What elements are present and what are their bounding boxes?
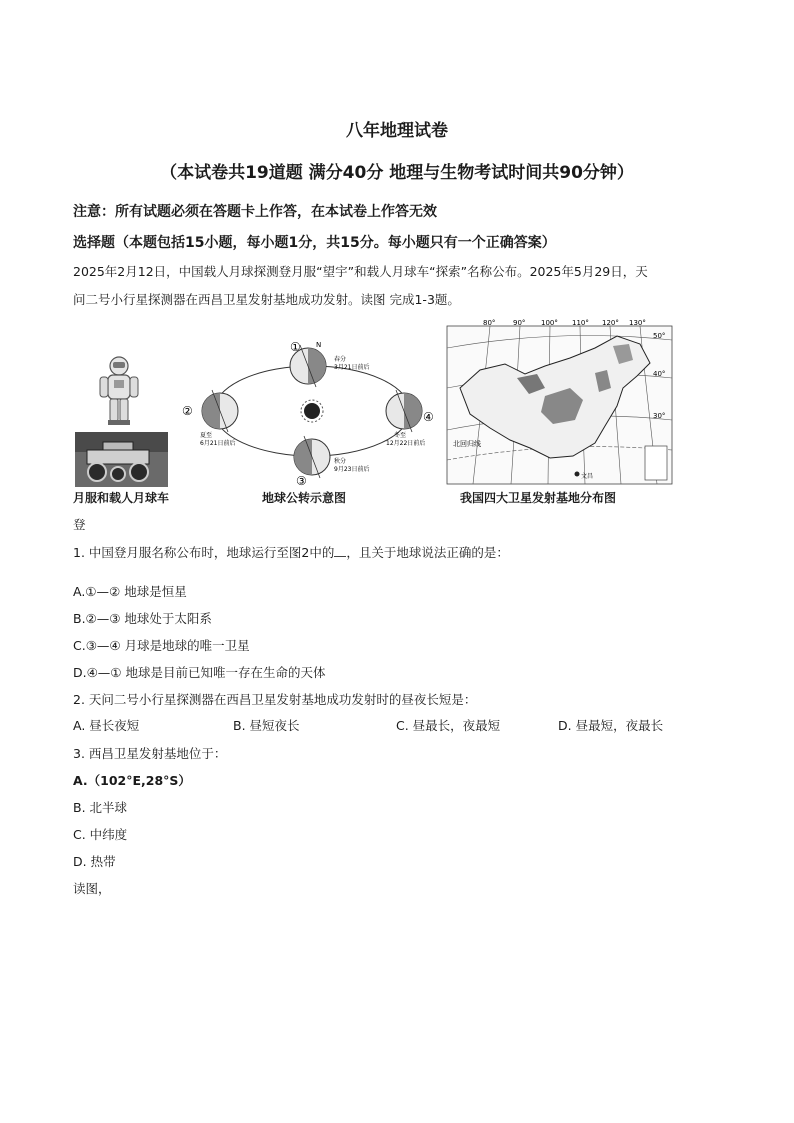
question-2-option-a[interactable]: A. 昼长夜短	[73, 718, 140, 733]
autumn-label: 秋分	[334, 458, 347, 465]
question-2-stem: 2. 天问二号小行星探测器在西昌卫星发射基地成功发射时的昼夜长短是：	[73, 692, 477, 707]
question-3-option-a[interactable]: A.（102°E,28°S）	[73, 773, 191, 788]
lat-label-40: 40°	[653, 370, 666, 378]
question-1-option-b[interactable]: B.②—③ 地球处于太阳系	[73, 611, 212, 626]
question-1-option-c[interactable]: C.③—④ 月球是地球的唯一卫星	[73, 638, 250, 653]
lat-label-30: 30°	[653, 412, 666, 420]
earth-summer-icon	[202, 390, 238, 432]
figure-launch-base-map	[445, 318, 675, 488]
lon-label-100: 100°	[541, 319, 558, 327]
figure2-caption: 地球公转示意图	[262, 491, 347, 505]
lon-label-130: 130°	[629, 319, 646, 327]
exam-subtitle: （本试卷共19道题 满分40分 地理与生物考试时间共90分钟）	[160, 163, 634, 183]
section-heading: 选择题（本题包括15小题，每小题1分，共15分。每小题只有一个正确答案）	[73, 235, 556, 251]
figure-earth-revolution	[180, 333, 440, 488]
lat-label-50: 50°	[653, 332, 666, 340]
wenchang-label: 文昌	[581, 473, 594, 480]
spring-date: 3月21日前后	[334, 364, 370, 371]
question-1-stem	[73, 543, 509, 561]
winter-label: 冬至	[394, 432, 407, 439]
figure1-caption-tail: 登	[73, 517, 86, 532]
question-1-option-d[interactable]: D.④—① 地球是目前已知唯一存在生命的天体	[73, 665, 326, 680]
notice-text: 注意：所有试题必须在答题卡上作答，在本试卷上作答无效	[73, 204, 437, 220]
figure3-caption: 我国四大卫星发射基地分布图	[460, 491, 617, 505]
marker-2: ②	[182, 404, 193, 418]
earth-orbit-diagram	[180, 333, 440, 488]
question-1-option-a[interactable]: A.①—② 地球是恒星	[73, 584, 187, 599]
lon-label-90: 90°	[513, 319, 526, 327]
autumn-date: 9月23日前后	[334, 466, 370, 473]
wenchang-marker	[575, 472, 580, 477]
lunar-rover-icon	[75, 432, 168, 487]
lon-label-110: 110°	[572, 319, 589, 327]
marker-3: ③	[296, 474, 307, 488]
south-sea-inset	[645, 446, 667, 480]
marker-1: ①	[290, 340, 301, 354]
lon-label-80: 80°	[483, 319, 496, 327]
intro-line-2: 问二号小行星探测器在西昌卫星发射基地成功发射。读图 完成1-3题。	[73, 292, 460, 307]
n-label-top: N	[316, 341, 322, 349]
china-map	[445, 318, 675, 488]
question-3-stem: 3. 西昌卫星发射基地位于：	[73, 746, 227, 761]
tropic-label: 北回归线	[453, 440, 481, 448]
question-2-option-d[interactable]: D. 昼最短，夜最长	[558, 718, 664, 733]
question-3-option-c[interactable]: C. 中纬度	[73, 827, 128, 842]
sun-icon	[301, 400, 323, 422]
astronaut-icon	[100, 357, 138, 425]
question-1-stem-a: 1. 中国登月服名称公布时，地球运行至图2中的	[73, 545, 335, 560]
question-3-option-d[interactable]: D. 热带	[73, 854, 116, 869]
winter-date: 12月22日前后	[386, 440, 426, 447]
question-2-option-c[interactable]: C. 昼最长，夜最短	[396, 718, 501, 733]
summer-date: 6月21日前后	[200, 440, 236, 447]
earth-winter-icon	[386, 390, 422, 432]
question-1-stem-b: ，且关于地球说法正确的是：	[346, 545, 509, 560]
marker-4: ④	[423, 410, 434, 424]
intro-line-1: 2025年2月12日，中国载人月球探测登月服“望宇”和载人月球车“探索”名称公布。2025年5月29日，天	[73, 264, 648, 279]
answer-blank[interactable]	[334, 546, 346, 557]
figure1-caption: 月服和载人月球车	[73, 491, 170, 505]
question-2-option-b[interactable]: B. 昼短夜长	[233, 718, 300, 733]
spring-label: 春分	[334, 356, 347, 363]
earth-autumn-icon	[294, 436, 330, 478]
exam-title: 八年地理试卷	[346, 121, 448, 141]
summer-label: 夏至	[200, 432, 213, 439]
question-3-option-b[interactable]: B. 北半球	[73, 800, 128, 815]
lon-label-120: 120°	[602, 319, 619, 327]
read-figure-text: 读图，	[73, 881, 111, 896]
